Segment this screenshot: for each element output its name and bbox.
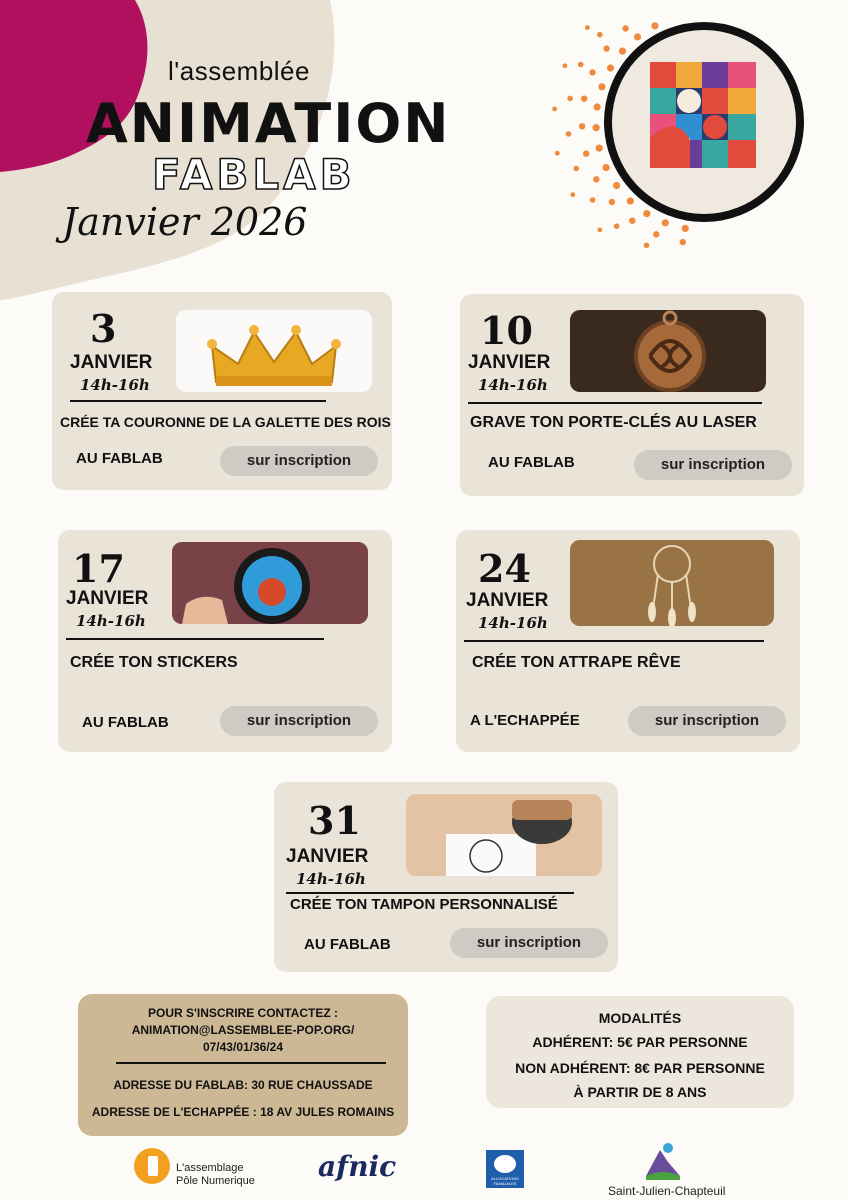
signup-button[interactable]: sur inscription	[450, 928, 608, 958]
decorative-dot	[603, 164, 610, 171]
event-card	[58, 530, 392, 752]
decorative-dot	[622, 25, 628, 31]
decorative-dot	[578, 62, 584, 68]
event-card	[52, 292, 392, 490]
event-month: JANVIER	[286, 846, 369, 867]
decorative-dot	[563, 63, 568, 68]
decorative-dot	[609, 199, 615, 205]
decorative-dot	[597, 228, 602, 233]
event-activity: CRÉE TON ATTRAPE RÊVE	[472, 654, 681, 671]
assemblage-subtitle: Pôle Numerique	[176, 1175, 255, 1187]
caf-logo-icon	[486, 1150, 524, 1188]
decorative-dot	[594, 103, 601, 110]
stickers-image	[172, 542, 368, 624]
event-hours: 14h-16h	[76, 612, 146, 630]
event-hours: 14h-16h	[80, 376, 150, 394]
event-month: JANVIER	[468, 352, 551, 373]
keychain-image	[570, 310, 766, 392]
contact-heading: POUR S'INSCRIRE CONTACTEZ :	[148, 1006, 338, 1020]
page-subtitle: FABLAB	[152, 150, 356, 199]
event-location: AU FABLAB	[488, 454, 575, 471]
decorative-dot	[682, 225, 689, 232]
month-label: Janvier 2026	[62, 200, 308, 244]
event-day: 10	[480, 308, 533, 353]
decorative-dot	[634, 33, 641, 40]
age-limit: À PARTIR DE 8 ANS	[573, 1084, 707, 1100]
decorative-dot	[573, 166, 579, 172]
decorative-dot	[570, 192, 575, 197]
sjc-logo-icon	[646, 1140, 680, 1180]
decorative-dot	[593, 124, 600, 131]
event-activity: CRÉE TA COURONNE DE LA GALETTE DES ROIS	[60, 414, 391, 430]
brand-name: l'assemblée	[168, 56, 310, 86]
event-day: 3	[90, 306, 117, 351]
caf-label: ALLOCATIONS FAMILIALES	[491, 1176, 519, 1186]
decorative-dot	[596, 145, 603, 152]
stamp-image	[406, 794, 602, 876]
member-price: ADHÉRENT: 5€ PAR PERSONNE	[532, 1034, 748, 1050]
event-day: 24	[478, 546, 531, 591]
decorative-dot	[662, 219, 669, 226]
contact-phone: 07/43/01/36/24	[202, 1040, 284, 1054]
contact-box	[78, 994, 408, 1136]
decorative-dot	[607, 64, 614, 71]
event-card	[274, 782, 618, 972]
event-activity: CRÉE TON STICKERS	[70, 654, 238, 671]
nonmember-price: NON ADHÉRENT: 8€ PAR PERSONNE	[515, 1060, 765, 1076]
event-location: A L'ECHAPPÉE	[470, 712, 580, 729]
event-hours: 14h-16h	[478, 614, 548, 632]
pricing-box	[486, 996, 794, 1108]
decorative-dot	[644, 243, 650, 249]
decorative-dot	[653, 231, 659, 237]
event-location: AU FABLAB	[304, 936, 391, 953]
event-month: JANVIER	[70, 352, 153, 373]
decorative-dot	[651, 22, 658, 29]
assemblee-logo-icon	[650, 62, 756, 168]
event-day: 31	[308, 798, 361, 843]
fablab-address: ADRESSE DU FABLAB: 30 RUE CHAUSSADE	[113, 1078, 373, 1092]
decorative-dot	[593, 176, 599, 182]
decorative-dot	[614, 223, 620, 229]
decorative-dot	[680, 239, 686, 245]
decorative-dot	[566, 131, 572, 137]
decorative-dot	[597, 32, 603, 38]
signup-button[interactable]: sur inscription	[220, 446, 378, 476]
decorative-dot	[643, 210, 650, 217]
event-month: JANVIER	[466, 590, 549, 611]
decorative-dot	[613, 182, 620, 189]
decorative-dot	[627, 197, 634, 204]
decorative-dot	[629, 218, 635, 224]
assemblage-logo-icon	[134, 1148, 170, 1184]
decorative-dot	[590, 197, 596, 203]
crown-image	[176, 310, 372, 392]
contact-email: ANIMATION@LASSEMBLEE-POP.ORG/	[131, 1023, 355, 1037]
event-location: AU FABLAB	[82, 714, 169, 731]
signup-button[interactable]: sur inscription	[628, 706, 786, 736]
decorative-dot	[619, 48, 626, 55]
event-hours: 14h-16h	[296, 870, 366, 888]
decorative-dot	[579, 123, 585, 129]
event-month: JANVIER	[66, 588, 149, 609]
decorative-dot	[581, 96, 587, 102]
dreamcatcher-image	[570, 540, 774, 626]
signup-button[interactable]: sur inscription	[634, 450, 792, 480]
echappee-address: ADRESSE DE L'ECHAPPÉE : 18 AV JULES ROMAINS	[91, 1105, 395, 1119]
decorative-dot	[583, 150, 589, 156]
signup-button[interactable]: sur inscription	[220, 706, 378, 736]
event-card	[460, 294, 804, 496]
logo-badge	[536, 18, 816, 258]
decorative-dot	[598, 83, 605, 90]
event-day: 17	[72, 546, 125, 591]
page-title: ANIMATION	[86, 92, 451, 155]
afnic-logo: afnic	[318, 1150, 397, 1183]
decorative-dot	[589, 69, 595, 75]
event-activity: GRAVE TON PORTE-CLÉS AU LASER	[470, 414, 757, 431]
event-hours: 14h-16h	[478, 376, 548, 394]
assemblage-name: L'assemblage	[176, 1162, 244, 1174]
event-card	[456, 530, 800, 752]
decorative-dot	[552, 107, 557, 112]
decorative-dot	[585, 25, 590, 30]
sjc-name: Saint-Julien-Chapteuil	[608, 1184, 726, 1198]
decorative-dot	[603, 45, 609, 51]
event-activity: CRÉE TON TAMPON PERSONNALISÉ	[290, 896, 558, 913]
pricing-title: MODALITÉS	[598, 1010, 682, 1026]
decorative-dot	[567, 96, 573, 102]
event-location: AU FABLAB	[76, 450, 163, 467]
decorative-dot	[555, 151, 560, 156]
